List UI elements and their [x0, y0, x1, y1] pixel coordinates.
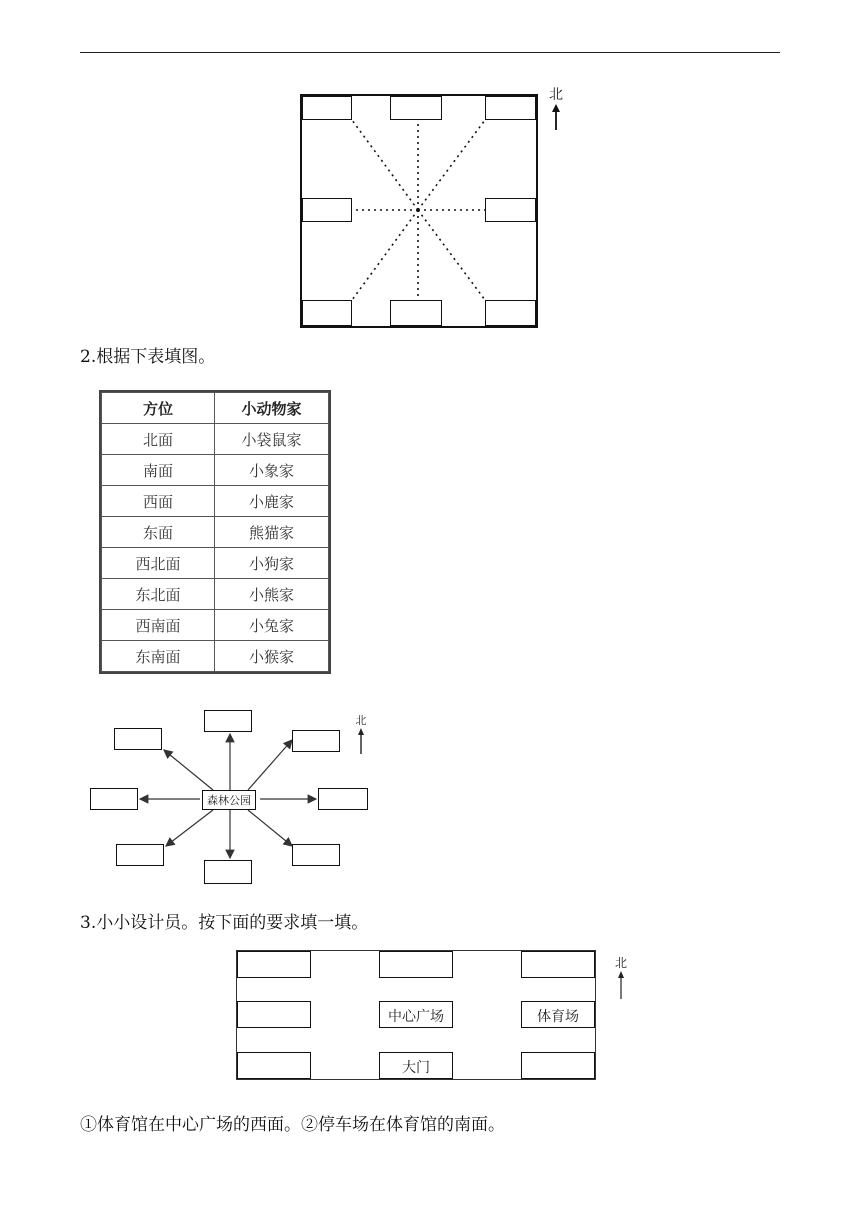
slot-top-center	[379, 951, 453, 978]
slot-top-left	[237, 951, 311, 978]
box-north	[390, 96, 442, 120]
north-arrow-icon	[546, 104, 566, 130]
slot-gate	[379, 1052, 453, 1079]
table-row	[102, 610, 329, 641]
box-northeast	[485, 96, 536, 120]
cell-animal-home: 小熊家	[215, 579, 329, 610]
gate-label: 大门	[402, 1060, 430, 1076]
box-northwest	[302, 96, 352, 120]
cell-direction: 北面	[102, 424, 215, 455]
cell-animal-home: 小袋鼠家	[215, 424, 329, 455]
direction-table	[101, 392, 329, 672]
north-label: 北	[355, 714, 367, 727]
table-row	[102, 424, 329, 455]
table-row	[102, 486, 329, 517]
blank-box-northwest	[114, 728, 162, 750]
table-header-animal-home: 小动物家	[215, 393, 329, 424]
blank-box-south	[204, 860, 252, 884]
center-plaza-label: 中心广场	[388, 1009, 444, 1025]
cell-animal-home: 小狗家	[215, 548, 329, 579]
north-indicator-2	[352, 712, 370, 758]
box-southwest	[302, 300, 352, 326]
slot-bottom-left	[237, 1052, 311, 1079]
designer-map	[236, 950, 596, 1080]
blank-box-southwest	[116, 844, 164, 866]
question-3-requirements: ①体育馆在中心广场的西面。②停车场在体育馆的南面。	[80, 1115, 505, 1135]
cell-animal-home: 小猴家	[215, 641, 329, 672]
blank-box-northeast	[292, 730, 340, 752]
north-label: 北	[549, 87, 563, 103]
stadium-label: 体育场	[537, 1009, 579, 1025]
blank-box-west	[90, 788, 138, 810]
cell-animal-home: 熊猫家	[215, 517, 329, 548]
cell-animal-home: 小兔家	[215, 610, 329, 641]
cell-direction: 东南面	[102, 641, 215, 672]
slot-top-right	[521, 951, 595, 978]
forest-park-diagram	[88, 706, 388, 888]
table-row	[102, 579, 329, 610]
slot-bottom-right	[521, 1052, 595, 1079]
box-south	[390, 300, 442, 326]
header-rule	[80, 52, 780, 53]
diagram-compass-square	[300, 94, 538, 328]
slot-middle-left	[237, 1001, 311, 1028]
table-row	[102, 455, 329, 486]
north-label: 北	[614, 956, 627, 970]
forest-park-label: 森林公园	[207, 794, 251, 807]
cell-animal-home: 小鹿家	[215, 486, 329, 517]
table-row	[102, 641, 329, 672]
cell-direction: 西北面	[102, 548, 215, 579]
cell-direction: 西面	[102, 486, 215, 517]
cell-direction: 东面	[102, 517, 215, 548]
box-southeast	[485, 300, 536, 326]
box-east	[485, 198, 536, 222]
north-arrow-icon	[612, 971, 630, 999]
table-header-row	[102, 393, 329, 424]
north-indicator-1	[546, 84, 566, 134]
cell-direction: 西南面	[102, 610, 215, 641]
north-indicator-3	[612, 954, 630, 1003]
question-3-title: 3.小小设计员。按下面的要求填一填。	[80, 913, 369, 933]
box-west	[302, 198, 352, 222]
blank-box-north	[204, 710, 252, 732]
blank-box-east	[318, 788, 368, 810]
table-row	[102, 517, 329, 548]
north-arrow-icon	[352, 728, 370, 754]
slot-center-plaza	[379, 1001, 453, 1028]
question-2-title: 2.根据下表填图。	[80, 347, 216, 367]
center-box-forest-park	[202, 790, 256, 810]
cell-animal-home: 小象家	[215, 455, 329, 486]
direction-table-frame	[99, 390, 331, 674]
table-header-direction: 方位	[102, 393, 215, 424]
cell-direction: 东北面	[102, 579, 215, 610]
blank-box-southeast	[292, 844, 340, 866]
table-row	[102, 548, 329, 579]
cell-direction: 南面	[102, 455, 215, 486]
slot-stadium	[521, 1001, 595, 1028]
